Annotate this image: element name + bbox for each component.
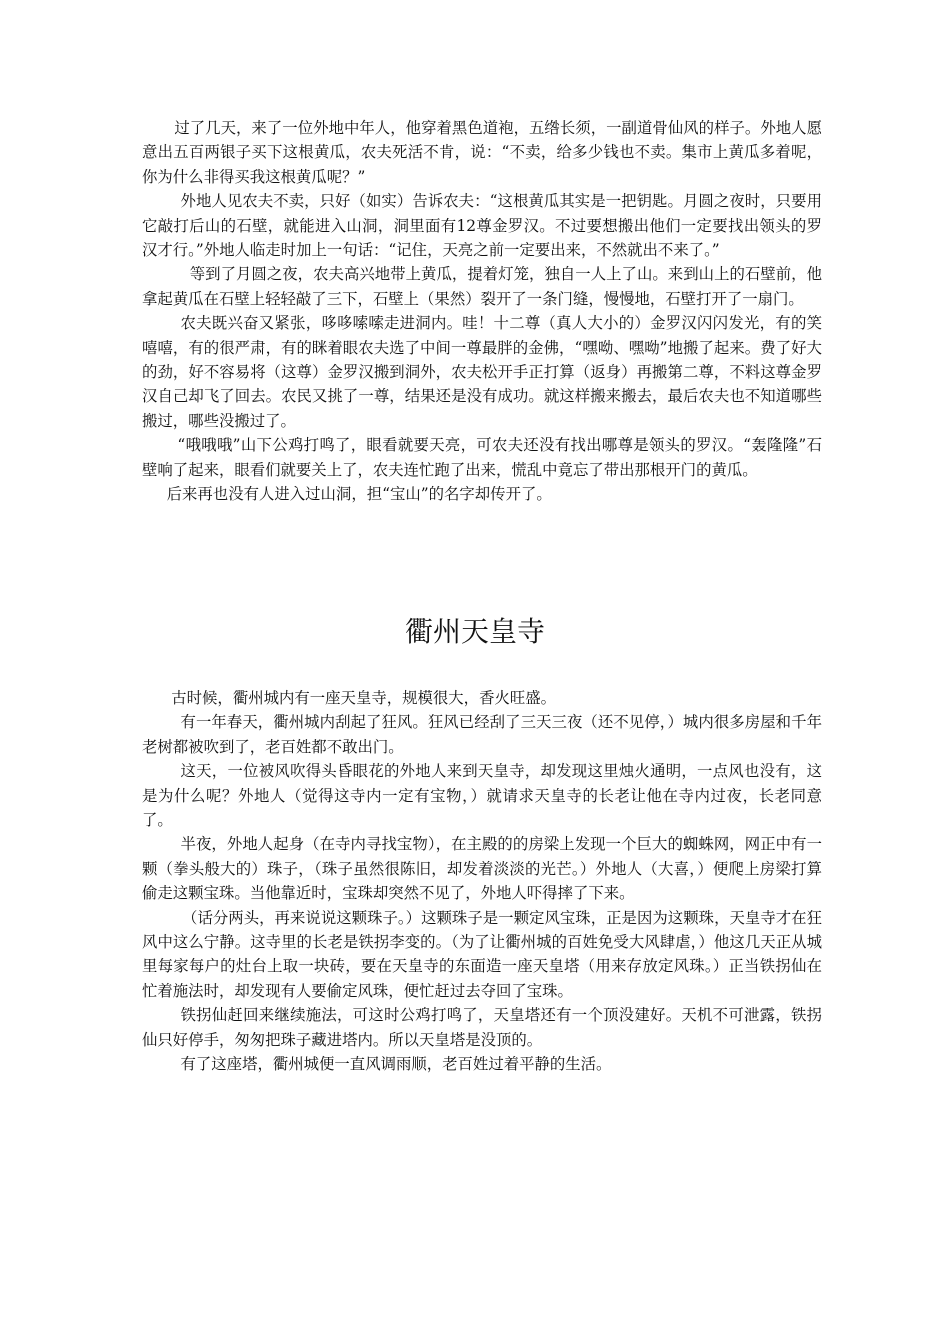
paragraph: 等到了月圆之夜，农夫高兴地带上黄瓜，提着灯笼，独自一人上了山。来到山上的石壁前，他拿起黄瓜在石壁上轻轻敲了三下，石壁上（果然）裂开了一条门缝，慢慢地，石壁打开了一扇门。 — [142, 265, 822, 308]
paragraph: 铁拐仙赶回来继续施法，可这时公鸡打鸣了，天皇塔还有一个顶没建好。天机不可泄露，铁拐仙只好停手，匆匆把珠子藏进塔内。所以天皇塔是没顶的。 — [142, 1006, 822, 1049]
paragraph: 农夫既兴奋又紧张，哆哆嗦嗦走进洞内。哇！十二尊（真人大小的）金罗汉闪闪发光，有的笑嘻嘻，有的很严肃，有的眯着眼农夫选了中间一尊最胖的金佛，“嘿呦、嘿呦”地搬了起来。费了好大的劲，好不容易将（这尊）金罗汉搬到洞外，农夫松开手正打算（返身）再搬第二尊，不料这尊金罗汉自己却飞了回去。农民又挑了一尊，结果还是没有成功。就这样搬来搬去，最后农夫也不知道哪些搬过，哪些没搬过了。 — [142, 314, 822, 430]
paragraph: “哦哦哦”山下公鸡打鸣了，眼看就要天亮，可农夫还没有找出哪尊是领头的罗汉。“轰隆隆”石壁响了起来，眼看们就要关上了，农夫连忙跑了出来，慌乱中竟忘了带出那根开门的黄瓜。 — [142, 436, 822, 479]
paragraph: 这天，一位被风吹得头昏眼花的外地人来到天皇寺，却发现这里烛火通明，一点风也没有，这是为什么呢？外地人（觉得这寺内一定有宝物，）就请求天皇寺的长老让他在寺内过夜，长老同意了。 — [142, 762, 822, 830]
story-tianhuang-temple — [142, 686, 822, 1077]
story-title: 衢州天皇寺 — [404, 615, 545, 648]
paragraph: 半夜，外地人起身（在寺内寻找宝物），在主殿的的房梁上发现一个巨大的蜘蛛网，网正中有一颗（拳头般大的）珠子，（珠子虽然很陈旧，却发着淡淡的光芒。）外地人（大喜，）便爬上房梁打算偷走这颗宝珠。当他靠近时，宝珠却突然不见了，外地人吓得摔了下来。 — [142, 835, 822, 903]
paragraph: （话分两头，再来说说这颗珠子。）这颗珠子是一颗定风宝珠，正是因为这颗珠，天皇寺才在狂风中这么宁静。这寺里的长老是铁拐李变的。（为了让衢州城的百姓免受大风肆虐，）他这几天正从城里每家每户的灶台上取一块砖，要在天皇寺的东面造一座天皇塔（用来存放定风珠。）正当铁拐仙在忙着施法时，却发现有人要偷定风珠，便忙赶过去夺回了宝珠。 — [142, 908, 822, 1000]
paragraph: 有一年春天，衢州城内刮起了狂风。狂风已经刮了三天三夜（还不见停，）城内很多房屋和千年老树都被吹到了，老百姓都不敢出门。 — [142, 713, 822, 756]
paragraph: 后来再也没有人进入过山洞，担“宝山”的名字却传开了。 — [166, 485, 552, 504]
paragraph: 有了这座塔，衢州城便一直风调雨顺，老百姓过着平静的生活。 — [180, 1055, 612, 1074]
paragraph: 外地人见农夫不卖，只好（如实）告诉农夫：“这根黄瓜其实是一把钥匙。月圆之夜时，只要用它敲打后山的石壁，就能进入山洞，洞里面有12尊金罗汉。不过要想搬出他们一定要找出领头的罗汉才行。”外地人临走时加上一句话：“记住，天亮之前一定要出来，不然就出不来了。” — [142, 192, 822, 260]
paragraph: 过了几天，来了一位外地中年人，他穿着黑色道袍，五绺长须，一副道骨仙风的样子。外地人愿意出五百两银子买下这根黄瓜，农夫死活不肯，说：“不卖，给多少钱也不卖。集市上黄瓜多着呢，你为什么非得买我这根黄瓜呢？” — [142, 119, 822, 186]
story-treasure-mountain — [142, 116, 822, 507]
paragraph: 古时候，衢州城内有一座天皇寺，规模很大，香火旺盛。 — [171, 689, 557, 707]
